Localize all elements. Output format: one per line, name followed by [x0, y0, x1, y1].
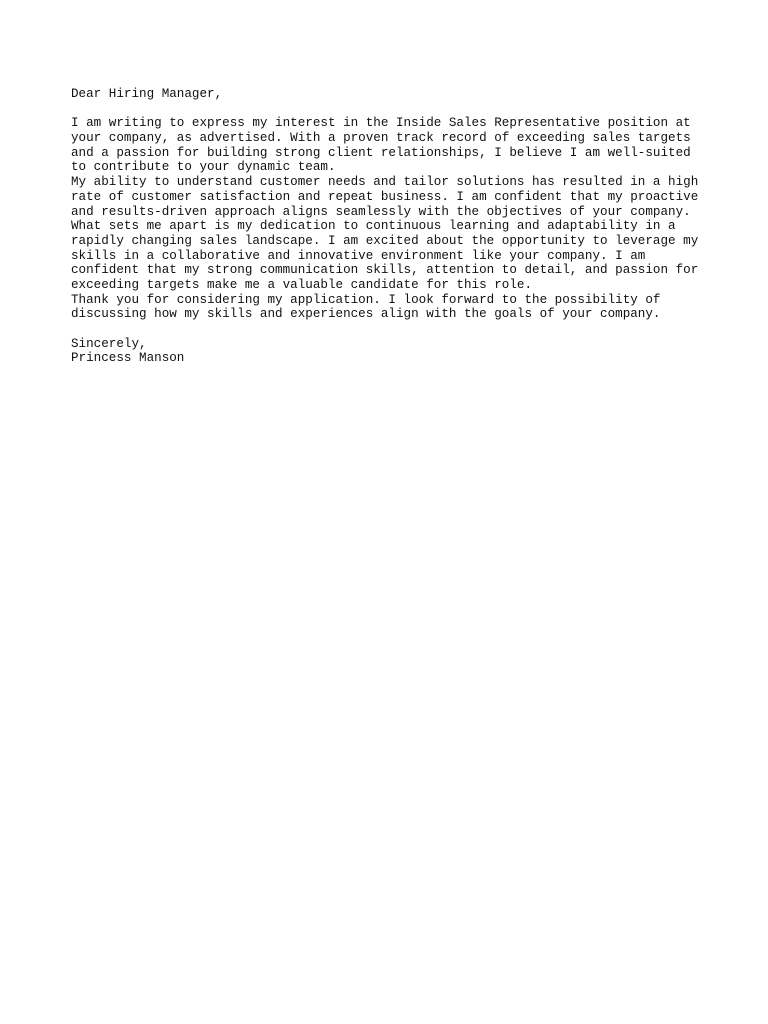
text-line: your company, as advertised. With a proven track record of exceeding sales targets	[71, 131, 691, 146]
salutation: Dear Hiring Manager,	[71, 87, 223, 101]
text-line: rapidly changing sales landscape. I am excited about the opportunity to leverage my	[71, 233, 699, 248]
blank-line	[71, 102, 731, 117]
text-line: What sets me apart is my dedication to continuous learning and adaptability in a	[71, 219, 676, 234]
text-line: Thank you for considering my application. I look forward to the possibility of	[71, 292, 661, 307]
text-line: exceeding targets make me a valuable candidate for this role.	[71, 277, 533, 292]
text-line: and results-driven approach aligns seamlessly with the objectives of your company.	[71, 204, 691, 219]
text-line: to contribute to your dynamic team.	[71, 160, 336, 175]
closing: Sincerely,	[71, 336, 147, 351]
text-line: I am writing to express my interest in the Inside Sales Representative position at	[71, 116, 691, 131]
text-line: rate of customer satisfaction and repeat business. I am confident that my proactive	[71, 189, 699, 204]
signature-name: Princess Manson	[71, 351, 185, 366]
text-line: discussing how my skills and experiences align with the goals of your company.	[71, 307, 661, 322]
cover-letter	[71, 87, 731, 366]
text-line: confident that my strong communication skills, attention to detail, and passion for	[71, 263, 699, 278]
text-line: My ability to understand customer needs and tailor solutions has resulted in a high	[71, 175, 699, 190]
text-line: skills in a collaborative and innovative environment like your company. I am	[71, 248, 646, 263]
paragraph-intro	[71, 116, 731, 175]
paragraph-closing	[71, 293, 731, 322]
blank-line	[71, 322, 731, 337]
text-line: and a passion for building strong client relationships, I believe I am well-suited	[71, 145, 691, 160]
paragraph-body	[71, 175, 731, 293]
